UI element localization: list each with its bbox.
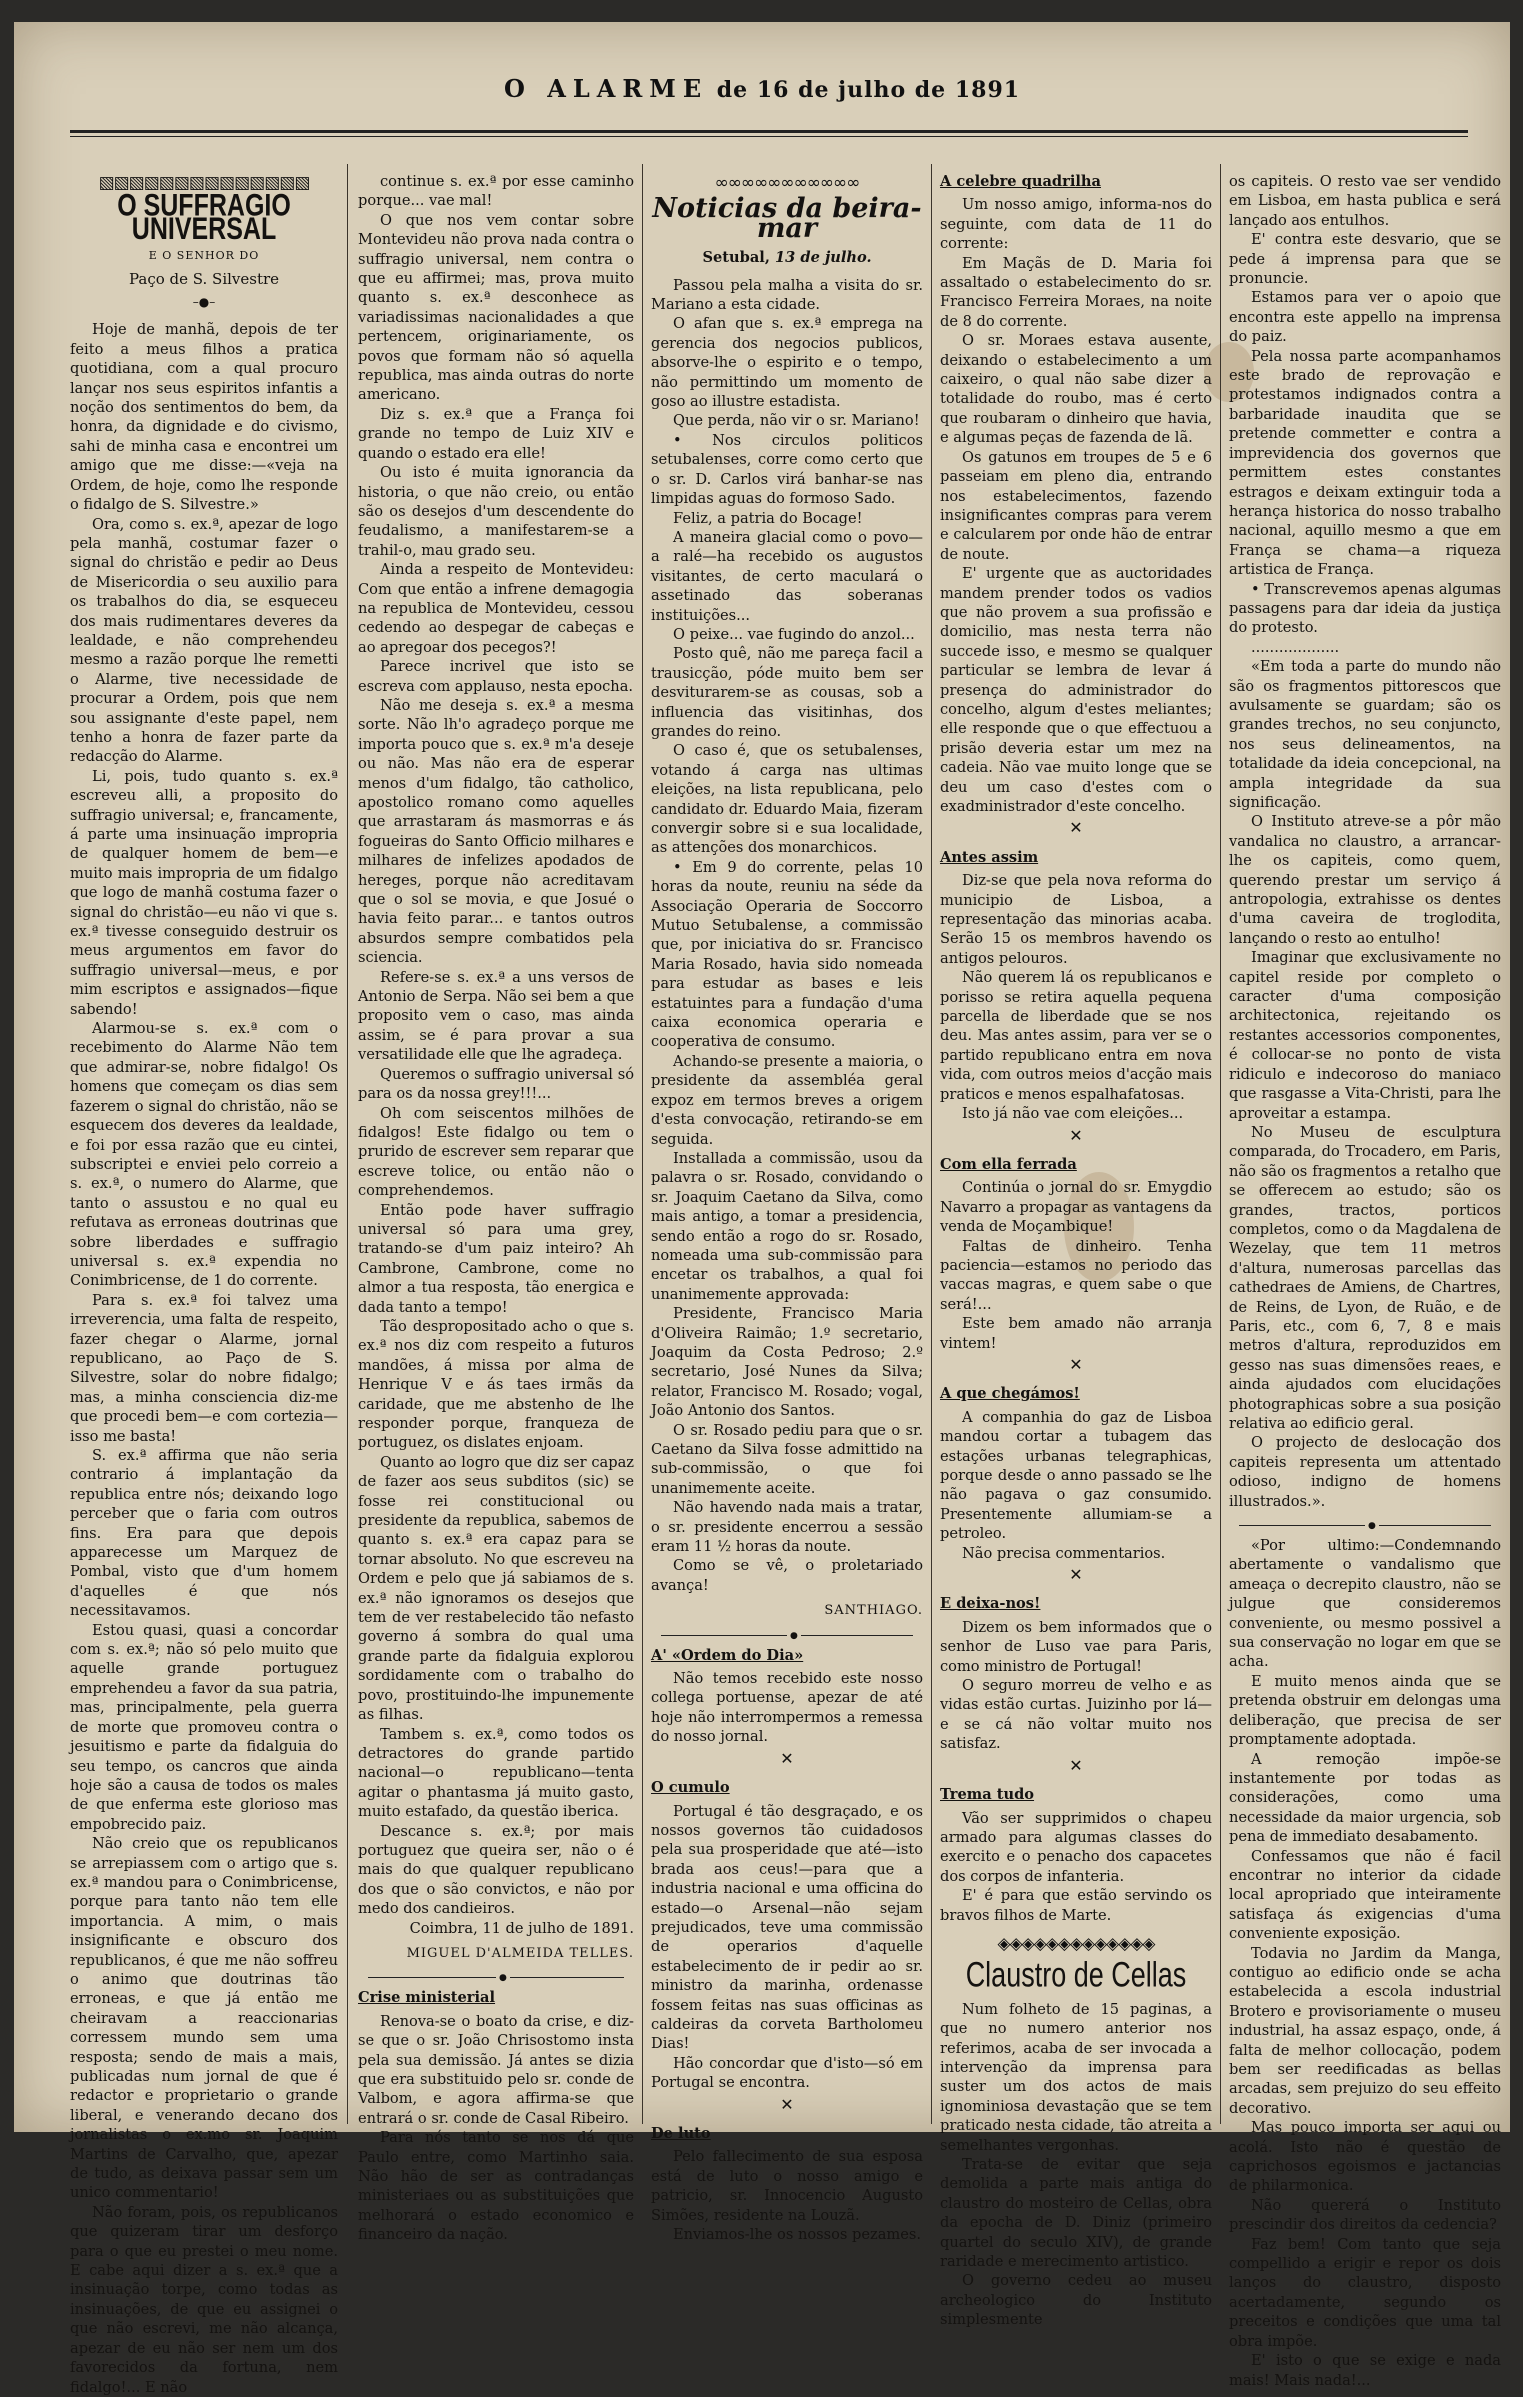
paragraph: Refere-se s. ex.ª a uns versos de Antonio de Serpa. Não sei bem a que proposito vem o caso, mas ainda assim, se é para provar a sua versatilidade elle que lhe agradeça. xyxy=(358,968,634,1064)
article-subtitle: Paço de S. Silvestre xyxy=(128,269,280,288)
issue-date: de 16 de julho de 1891 xyxy=(716,77,1021,103)
paragraph: • Nos circulos politicos setubalenses, corre como certo que o sr. D. Carlos virá banhar-se nas limpidas aguas do formoso Sado. xyxy=(651,431,923,508)
paragraph: Este bem amado não arranja vintem! xyxy=(940,1315,1212,1352)
paragraph: O seguro morreu de velho e as vidas estão curtas. Juizinho por lá—e se cá não voltar muito nos satisfaz. xyxy=(940,1677,1212,1753)
paragraph: O caso é, que os setubalenses, votando á carga nas ultimas eleições, na lista republicana, pelo candidato dr. Eduardo Maia, fizeram convergir sobre si e sua localidade, as attenções dos monarchicos. xyxy=(651,742,923,857)
paragraph: • Transcrevemos apenas algumas passagens para dar ideia da justiça do protesto. xyxy=(1229,580,1502,637)
paragraph: Não quererá o Instituto prescindir dos direitos da cedencia? xyxy=(1229,2196,1501,2234)
paragraph: E muito menos ainda que se pretenda obstruir em delongas uma deliberação, que precisa de ser promptamente adoptada. xyxy=(1229,1672,1501,1749)
masthead-rule xyxy=(70,130,1468,137)
paragraph: Não creio que os republicanos se arrepiassem com o artigo que s. ex.ª mandou para o Conimbricense, porque para tanto não tem elle importancia. A mim, o mais insignificante e obscuro dos republicanos, é que me não soffreu o animo que doutrinas tão erroneas, e que já então me cheiravam a reaccionarias corressem mundo sem uma resposta; sendo de mais a mais, publicadas num jornal de que é redactor e proprietario o grande liberal, e venerando decano dos jornalistas o ex.mo sr. Joaquim Martins de Carvalho, que, apezar de tudo, as deixava passar sem um unico commentario! xyxy=(70,1835,338,2202)
paragraph: Isto já não vae com eleições... xyxy=(962,1105,1184,1123)
paragraph: Os gatunos em troupes de 5 e 6 passeiam em pleno dia, entrando nos estabelecimentos, fazendo insignificantes compras para verem e calcularem por onde hão de entrar de noute. xyxy=(940,448,1212,563)
ornament-border: ∞∞∞∞∞∞∞∞∞∞∞ xyxy=(714,173,860,193)
divider-cross: ✕ xyxy=(1069,1354,1083,1374)
paragraph: «Por ultimo:—Condemnando abertamente o vandalismo que ameaça o decrepito claustro, não se julgue que consideremos conveniente, ou mesmo possivel a sua conservação no logar em que se acha. xyxy=(1229,1537,1501,1671)
divider-rule xyxy=(368,1977,624,1978)
column-rule xyxy=(347,164,348,2124)
paragraph: Achando-se presente a maioria, o presidente da assembléa geral expoz em termos breves a origem d'esta convocação, retirando-se em seguida. xyxy=(651,1052,923,1148)
paragraph: E' isto o que se exige e nada mais! Mais nada!... xyxy=(1229,2352,1501,2389)
newspaper-page xyxy=(14,22,1510,2396)
section-title: A que chegámos! xyxy=(940,1385,1080,1403)
paragraph: Feliz, a patria do Bocage! xyxy=(673,509,863,527)
paragraph: Passou pela malha a visita do sr. Mariano a esta cidade. xyxy=(651,276,923,314)
paragraph: Para nós tanto se nos dá que Paulo entre, como Martinho saia. Não hão de ser as contradanças ministeriaes ou as substituições que melhorará o estado economico e financeiro da nação. xyxy=(358,2129,634,2244)
paragraph: Não havendo nada mais a tratar, o sr. presidente encerrou a sessão eram 11 ½ horas da noute. xyxy=(651,1499,923,1556)
paragraph: Para s. ex.ª foi talvez uma irreverencia, uma falta de respeito, fazer chegar o Alarme, jornal republicano, ao Paço de S. Silvestre, solar do nobre fidalgo; mas, a minha consciencia diz-me que procedi bem—e com cortezia—isso me basta! xyxy=(70,1291,338,1445)
paragraph: Não querem lá os republicanos e porisso se retira aquella pequena parcella de liberdade que se nos deu. Mas antes assim, para ver se o partido republicano entra em nova vida, com outros meios d'acção mais praticos e menos espalhafatosas. xyxy=(940,969,1212,1103)
paragraph: Dizem os bem informados que o senhor de Luso vae para Paris, como ministro de Portugal! xyxy=(940,1618,1212,1675)
paragraph: Oh com seiscentos milhões de fidalgos! Este fidalgo ou tem o prurido de escrever sem reparar que escreve tolice, ou então não o comprehendemos. xyxy=(358,1104,634,1200)
ellipsis-line: ................... xyxy=(1251,638,1340,656)
paragraph: Então pode haver suffragio universal só para uma grey, tratando-se d'um paiz inteiro? Ah Cambrone, Cambrone, come no almor a tua resposta, tão energica e dada tanto a tempo! xyxy=(358,1201,634,1316)
divider-cross: ✕ xyxy=(1069,818,1083,838)
paragraph: Imaginar que exclusivamente no capitel reside por completo o caracter d'uma composição architectonica, rejeitando os restantes accessorios componentes, é collocar-se no ponto de vista ridiculo e indecoroso do maniaco que rasgasse a Vita-Christi, para lhe aproveitar a estampa. xyxy=(1229,949,1501,1122)
paragraph: A companhia do gaz de Lisboa mandou cortar a tubagem das estações urbanas telegraphicas, porque desde o anno passado se lhe não pagava o gaz consumido. Presentemente allumiam-se a petroleo. xyxy=(940,1408,1212,1543)
paragraph: Ainda a respeito de Montevideu: Com que então a infrene demagogia na republica de Montevideu, cessou cedendo ao despegar de cabeças e ao apregoar dos pecegos?! xyxy=(358,561,634,656)
paragraph: Quanto ao logro que diz ser capaz de fazer aos seus subditos (sic) se fosse rei constitucional ou presidente da republica, sabemos de quanto s. ex.ª era capaz para se tornar absoluto. No que escreveu na Ordem e pelo que já sabiamos de s. ex.ª não ignoramos os desejos que tem de ver restabelecido tão nefasto governo á sombra do qual uma grande parte da fidalguia explorou sordidamente com o trabalho do povo, prostituindo-lhe impunemente as filhas. xyxy=(358,1453,634,1724)
column-3 xyxy=(651,172,923,2244)
paragraph: Diz-se que pela nova reforma do municipio de Lisboa, a representação das minorias acaba. Serão 15 os membros havendo os antigos pelouros. xyxy=(940,872,1212,967)
paragraph: Posto quê, não me pareça facil a trausicção, póde muito bem ser desviturarem-se as cousas, sob a influencia das visitinhas, dos grandes do reino. xyxy=(651,645,923,740)
paragraph: Estou quasi, quasi a concordar com s. ex.ª; não só pelo muito que aquelle grande portuguez emprehendeu a favor da sua patria, mas, principalmente, pela guerra de morte que promoveu contra o jesuitismo e parte da fidalguia do seu tempo, os cancros que ainda hoje são a causa de todos os males de que enferma este glorioso mas empobrecido paiz. xyxy=(70,1621,338,1833)
paragraph: Não me deseja s. ex.ª a mesma sorte. Não lh'o agradeço porque me importa pouco que s. ex.ª m'a deseje ou não. Mas não era de esperar menos d'um fidalgo, tão catholico, apostolico romano como aquelles que arrastaram ás masmorras e ás fogueiras do Santo Officio milhares e milhares de infelizes apodados de hereges, porque não acreditavam que o sol se movia, e que Josué o havia feito parar... e tantos outros absurdos sempre combatidos pela sciencia. xyxy=(358,696,634,967)
divider-cross: ✕ xyxy=(780,1748,794,1768)
paragraph: Um nosso amigo, informa-nos do seguinte, com data de 11 do corrente: xyxy=(940,196,1212,253)
section-title: A celebre quadrilha xyxy=(940,173,1101,190)
section-title: E deixa-nos! xyxy=(940,1595,1041,1613)
section-title: Trema tudo xyxy=(940,1786,1035,1804)
paragraph: O sr. Rosado pediu para que o sr. Caetano da Silva fosse admittido na sub-commissão, o que foi unanimemente aceite. xyxy=(651,1421,923,1497)
section-title: Com ella ferrada xyxy=(940,1155,1077,1173)
paragraph: Não precisa commentarios. xyxy=(962,1544,1166,1562)
paragraph: Queremos o suffragio universal só para os da nossa grey!!!... xyxy=(358,1065,634,1103)
paragraph: Confessamos que não é facil encontrar no interior da cidade local apropriado que inteiramente satisfaça ás exigencias d'uma conveniente exposição. xyxy=(1229,1847,1501,1943)
paragraph: Ora, como s. ex.ª, apezar de logo pela manhã, costumar fazer o signal do christão e pedir ao Deus de Misericordia o seu auxilio para os trabalhos do dia, se esqueceu dos mais rudimentares deveres da lealdade, e não comprehendeu mesmo a razão porque lhe remetti o Alarme, tive necessidade de procurar a Ordem, pois que nem sou assignante d'este papel, nem tenho a honra de fazer parte da redacção do Alarme. xyxy=(70,515,338,766)
paragraph: Tão despropositado acho o que s. ex.ª nos diz com respeito a futuros mandões, á missa por alma de Henrique V e ás taes irmãs da caridade, que me abstenho de lhe responder porque, franqueza de portuguez, os dislates enjoam. xyxy=(358,1317,634,1452)
paragraph: os capiteis. O resto vae ser vendido em Lisboa, em hasta publica e será lançado aos entulhos. xyxy=(1229,173,1501,229)
newspaper-name: O ALARME xyxy=(503,74,709,103)
divider-rule xyxy=(661,1635,913,1636)
section-title: De luto xyxy=(651,2125,711,2142)
paragraph: Trata-se de evitar que seja demolida a parte mais antiga do claustro do mosteiro de Cellas, obra da epocha de D. Diniz (primeiro quartel do seculo XIV), de grande raridade e merecimento artistico. xyxy=(940,2156,1212,2271)
paragraph: E' urgente que as auctoridades mandem prender todos os vadios que não provem a sua profissão e domicilio, mas nesta terra não succede isso, e mesmo se qualquer particular se lembra de levar á presença do administrador do concelho, algum d'estes meliantes; elle responde que o que effectuou a prisão deveria estar um mez na cadeia. Não vae muito longe que se deu um caso d'estes com o exadministrador d'este concelho. xyxy=(940,565,1212,815)
paragraph: Pelo fallecimento de sua esposa está de luto o nosso amigo e patricio, sr. Innocencio Augusto Simões, residente na Louzã. xyxy=(651,2148,923,2224)
paragraph: Ou isto é muita ignorancia da historia, o que não creio, ou então são os desejos d'um descendente do feudalismo, a manifestarem-se a trahil-o, mau grado seu. xyxy=(358,464,634,559)
paragraph: Alarmou-se s. ex.ª com o recebimento do Alarme Não tem que admirar-se, nobre fidalgo! Os homens que começam os dias sem fazerem o signal do christão, não se esquecem dos deveres da lealdade, e foi por essa razão que eu cintei, subscriptei e enviei pelo correio a s. ex.ª, o numero do Alarme, que tanto o assustou e no qual eu refutava as erroneas doutrinas que sobre liberdades e suffragio universal s. ex.ª expendia no Conimbricense, de 1 do corrente. xyxy=(70,1020,338,1290)
paragraph: Enviamos-lhe os nossos pezames. xyxy=(673,2226,922,2244)
paragraph: Renova-se o boato da crise, e diz-se que o sr. João Chrisostomo insta pela sua demissão. Já antes se dizia que era substituido pelo sr. conde de Valbom, e agora affirma-se que entrará o sr. conde de Casal Ribeiro. xyxy=(358,2012,634,2127)
paragraph: O peixe... vae fugindo do anzol... xyxy=(673,625,915,643)
paragraph: Todavia no Jardim da Manga, contiguo ao edificio onde se acha estabelecida a escola industrial Brotero e provisoriamente o museu industrial, ha assaz espaço, onde, á falta de melhor collocação, podem bem ser reedificadas as bellas arcadas, sem prejuizo do seu effeito decorativo. xyxy=(1229,1944,1501,2117)
paragraph: Presidente, Francisco Maria d'Oliveira Raimão; 1.º secretario, Joaquim da Costa Pedroso; 2.º secretario, José Nunes da Silva; relator, Francisco M. Rosado; vogal, João Antonio dos Santos. xyxy=(651,1305,923,1420)
divider-rule xyxy=(1239,1525,1491,1526)
paragraph: Descance s. ex.ª; por mais portuguez que queira ser, não o é mais do que qualquer republicano dos que o são convictos, e não por medo dos candieiros. xyxy=(358,1822,634,1918)
paragraph: S. ex.ª affirma que não seria contrario á implantação da republica entre nós; deixando logo perceber que o faria com outros fins. Era para que depois apparecesse um Marquez de Pombal, visto que d'um homem d'aquelles é que nós necessitavamos. xyxy=(70,1447,338,1620)
paragraph: Num folheto de 15 paginas, a que no numero anterior nos referimos, acaba de ser invocada a intervenção da imprensa para suster um dos actos de mais ignominiosa devastação que se tem praticado nesta cidade, tão atreita a semelhantes vergonhas. xyxy=(940,2000,1212,2154)
paragraph: O projecto de deslocação dos capiteis representa um attentado odioso, indigno de homens illustrados.». xyxy=(1229,1434,1501,1510)
paragraph: Tambem s. ex.ª, como todos os detractores do grande partido nacional—o republicano—tenta agitar o phantasma já muito gasto, muito estafado, da questão iberica. xyxy=(358,1725,634,1821)
paragraph: O Instituto atreve-se a pôr mão vandalica no claustro, a arrancar-lhe os capiteis, como quem, querendo prestar um serviço á antropologia, extrahisse os dentes d'uma caveira de troglodita, lançando o resto ao entulho! xyxy=(1229,813,1501,947)
paragraph: Em Maçãs de D. Maria foi assaltado o estabelecimento do sr. Francisco Ferreira Moraes, na noite de 8 do corrente. xyxy=(940,254,1212,330)
column-rule xyxy=(642,164,643,2124)
paragraph: O sr. Moraes estava ausente, deixando o estabelecimento a um caixeiro, o qual não sabe dizer a totalidade do roubo, mas é certo que roubaram o dinheiro que havia, e algumas peças de fazenda de lã. xyxy=(940,332,1212,447)
paragraph: Mas pouco importa ser aqui ou acolá. Isto não é questão de caprichosos egoismos e jactancias de philarmonica. xyxy=(1229,2119,1501,2195)
section-title: Antes assim xyxy=(940,848,1039,866)
paragraph: A remoção impõe-se instantemente por todas as considerações, como uma necessidade da maior urgencia, sob pena de immediato desabamento. xyxy=(1229,1750,1501,1846)
paragraph: Installada a commissão, usou da palavra o sr. Rosado, convidando o sr. Joaquim Caetano da Silva, como mais antigo, a tomar a presidencia, sendo então a rogo do sr. Rosado, nomeada uma sub-commissão para encetar os trabalhos, a qual foi unanimemente approvada: xyxy=(651,1149,923,1303)
paragraph: Diz s. ex.ª que a França foi grande no tempo de Luiz XIV e quando o estado era elle! xyxy=(358,405,634,462)
paragraph: E' é para que estão servindo os bravos filhos de Marte. xyxy=(940,1887,1212,1924)
divider-cross: ✕ xyxy=(1069,1755,1083,1775)
masthead xyxy=(14,74,1510,103)
paragraph: Li, pois, tudo quanto s. ex.ª escreveu alli, a proposito do suffragio universal; e, francamente, á parte uma insinuação impropria de qualquer homem de bem—e muito mais impropria de um fidalgo que logo de manhã costuma fazer o signal do christão—eu não vi que s. ex.ª tivesse conseguido destruir os meus argumentos em favor do suffragio universal—meus, e por mim escriptos e assignados—fique sabendo! xyxy=(70,767,338,1018)
dateline xyxy=(651,248,923,267)
divider-cross: ✕ xyxy=(1069,1565,1083,1585)
paragraph: Continúa o jornal do sr. Emygdio Navarro a propagar as vantagens da venda de Moçambique! xyxy=(940,1179,1212,1236)
paragraph: Faz bem! Com tanto que seja compellido a erigir e repor os dois lanços do claustro, disposto acertadamente, segundo os preceitos e condições que uma tal obra impõe. xyxy=(1229,2235,1501,2350)
article-subtitle: E O SENHOR DO xyxy=(148,249,260,263)
ornament-border: ▧▧▧▧▧▧▧▧▧▧▧▧▧▧ xyxy=(98,173,310,193)
divider-cross: ✕ xyxy=(1069,1125,1083,1145)
signature: MIGUEL D'ALMEIDA TELLES. xyxy=(406,1945,634,1961)
column-1 xyxy=(70,172,338,2396)
paragraph: Parece incrivel que isto se escreva com applauso, nesta epocha. xyxy=(358,658,634,695)
paragraph: Vão ser supprimidos o chapeu armado para algumas classes do exercito e o penacho dos capacetes dos corpos de infanteria. xyxy=(940,1809,1212,1885)
paragraph: Hoje de manhã, depois de ter feito a meus filhos a pratica quotidiana, com a qual procuro lançar nos seus espiritos infantis a noção dos sentimentos do bem, da honra, da dignidade e do civismo, sahi de minha casa e encontrei um amigo que me disse:—«veja na Ordem, de hoje, como lhe responde o fidalgo de S. Silvestre.» xyxy=(70,321,338,514)
column-rule xyxy=(931,164,932,2124)
section-title: Claustro de Cellas xyxy=(965,1955,1187,1995)
paragraph: O que nos vem contar sobre Montevideu não prova nada contra o suffragio universal, nem contra o que eu affirmei; mas, prova muito quanto s. ex.ª desconhece as variadissimas nacionalidades a que pertencem, originariamente, os povos que formam não só aquella republica, mas ainda outras do norte americano. xyxy=(358,211,634,404)
ornament-border: ◈◈◈◈◈◈◈◈◈◈◈◈◈ xyxy=(997,1933,1155,1954)
section-title: O cumulo xyxy=(651,1779,730,1797)
paragraph: Portugal é tão desgraçado, e os nossos governos tão cuidadosos pela sua prosperidade que até—isto brada aos ceus!—para que a industria nacional e uma officina do estado—o Arsenal—não sejam prejudicados, teve uma commissão de operarios d'aquelle estabelecimento de ir pedir ao sr. ministro da marinha, ordenasse fossem feitas nas suas officinas as caldeiras da corveta Bartholomeu Dias! xyxy=(651,1802,923,2053)
paragraph: A maneira glacial como o povo—a ralé—ha recebido os augustos visitantes, de certo maculará o assetinado das soberanas instituições... xyxy=(651,528,923,624)
section-title: Noticias da beira-mar xyxy=(652,193,922,244)
paragraph: Não foram, pois, os republicanos que quizeram tirar um desforço para o que eu prestei o meu nome. E cabe aqui dizer a s. ex.ª que a insinuação torpe, como todas as insinuações, de que eu assignei o que não escrevi, me não alcança, apezar de eu não ser nem um dos favorecidos da fortuna, nem fidalgo!... E não xyxy=(70,2203,338,2396)
dateline-place: Setubal, xyxy=(702,249,770,267)
paragraph: «Em toda a parte do mundo não são os fragmentos pittorescos que avulsamente se guardam; são os grandes trechos, no seu conjuncto, nos seus delineamentos, na totalidade da ideia concepcional, na ampla integridade da sua significação. xyxy=(1229,658,1501,811)
paragraph: • Em 9 do corrente, pelas 10 horas da noute, reuniu na séde da Associação Operaria de Soccorro Mutuo Setubalense, a commissão que, por iniciativa do sr. Francisco Maria Rosado, havia sido nomeada para estudar as bases e leis estatuintes para a fundação d'uma caixa economica operaria e cooperativa de consumo. xyxy=(651,858,923,1051)
paragraph: Faltas de dinheiro. Tenha paciencia—estamos no periodo das vaccas magras, e quem sabe o que será!... xyxy=(940,1237,1212,1313)
dateline-date: 13 de julho. xyxy=(775,249,872,267)
divider-cross: ✕ xyxy=(780,2094,794,2114)
column-rule xyxy=(1220,164,1221,2124)
column-2 xyxy=(358,172,634,2244)
paragraph: O governo cedeu ao museu archeologico do Instituto simplesmente xyxy=(940,2272,1212,2329)
article-title: O SUFFRAGIO UNIVERSAL xyxy=(117,188,291,248)
paragraph: Estamos para ver o apoio que encontra este appello na imprensa do paiz. xyxy=(1229,289,1501,346)
paragraph: Que perda, não vir o sr. Mariano! xyxy=(673,412,920,430)
section-title: Crise ministerial xyxy=(358,1989,496,2007)
paragraph: Como se vê, o proletariado avança! xyxy=(651,1557,923,1594)
column-5 xyxy=(1229,172,1502,2389)
divider-mark: –●– xyxy=(192,295,216,310)
paragraph: Hão concordar que d'isto—só em Portugal se encontra. xyxy=(651,2054,923,2092)
signature: SANTHIAGO. xyxy=(824,1603,923,1619)
paragraph: Não temos recebido este nosso collega portuense, apezar de até hoje não interrompermos a remessa do nosso jornal. xyxy=(651,1670,923,1746)
section-title: A' «Ordem do Dia» xyxy=(651,1646,804,1664)
paragraph: continue s. ex.ª por esse caminho porque... vae mal! xyxy=(358,173,634,210)
paragraph: O afan que s. ex.ª emprega na gerencia dos negocios publicos, absorve-lhe o espirito e o tempo, não permittindo um momento de goso ao illustre estadista. xyxy=(651,315,923,411)
paragraph: E' contra este desvario, que se pede á imprensa para que se pronuncie. xyxy=(1229,231,1501,288)
paragraph: No Museu de esculptura comparada, do Trocadero, em Paris, não são os fragmentos a retalho que se offerecem ao estudo; são os grandes, tractos, porticos completos, como o da Magdalena de Wezelay, que tem 11 metros d'altura, numerosas parcellas das cathedraes de Amiens, de Chartres, de Reins, de Lyon, de Ruão, e de Paris, etc., com 6, 7, 8 e mais metros d'altura, reproduzidos em gesso nas suas dimensões reaes, e ainda ajudados com elucidações photographicas sobre a sua posição relativa ao edificio geral. xyxy=(1229,1123,1501,1432)
column-4 xyxy=(940,172,1212,2329)
dateline: Coimbra, 11 de julho de 1891. xyxy=(409,1919,634,1937)
paragraph: Pela nossa parte acompanhamos este brado de reprovação e protestamos indignados contra a barbaridade inaudita que se pretende commetter e contra a imprevidencia dos governos que permittem estes constantes estragos e deixam extinguir toda a herança historica do nosso trabalho nacional, aquillo mesmo a que em França se chama—a riqueza artistica de França. xyxy=(1229,347,1501,579)
